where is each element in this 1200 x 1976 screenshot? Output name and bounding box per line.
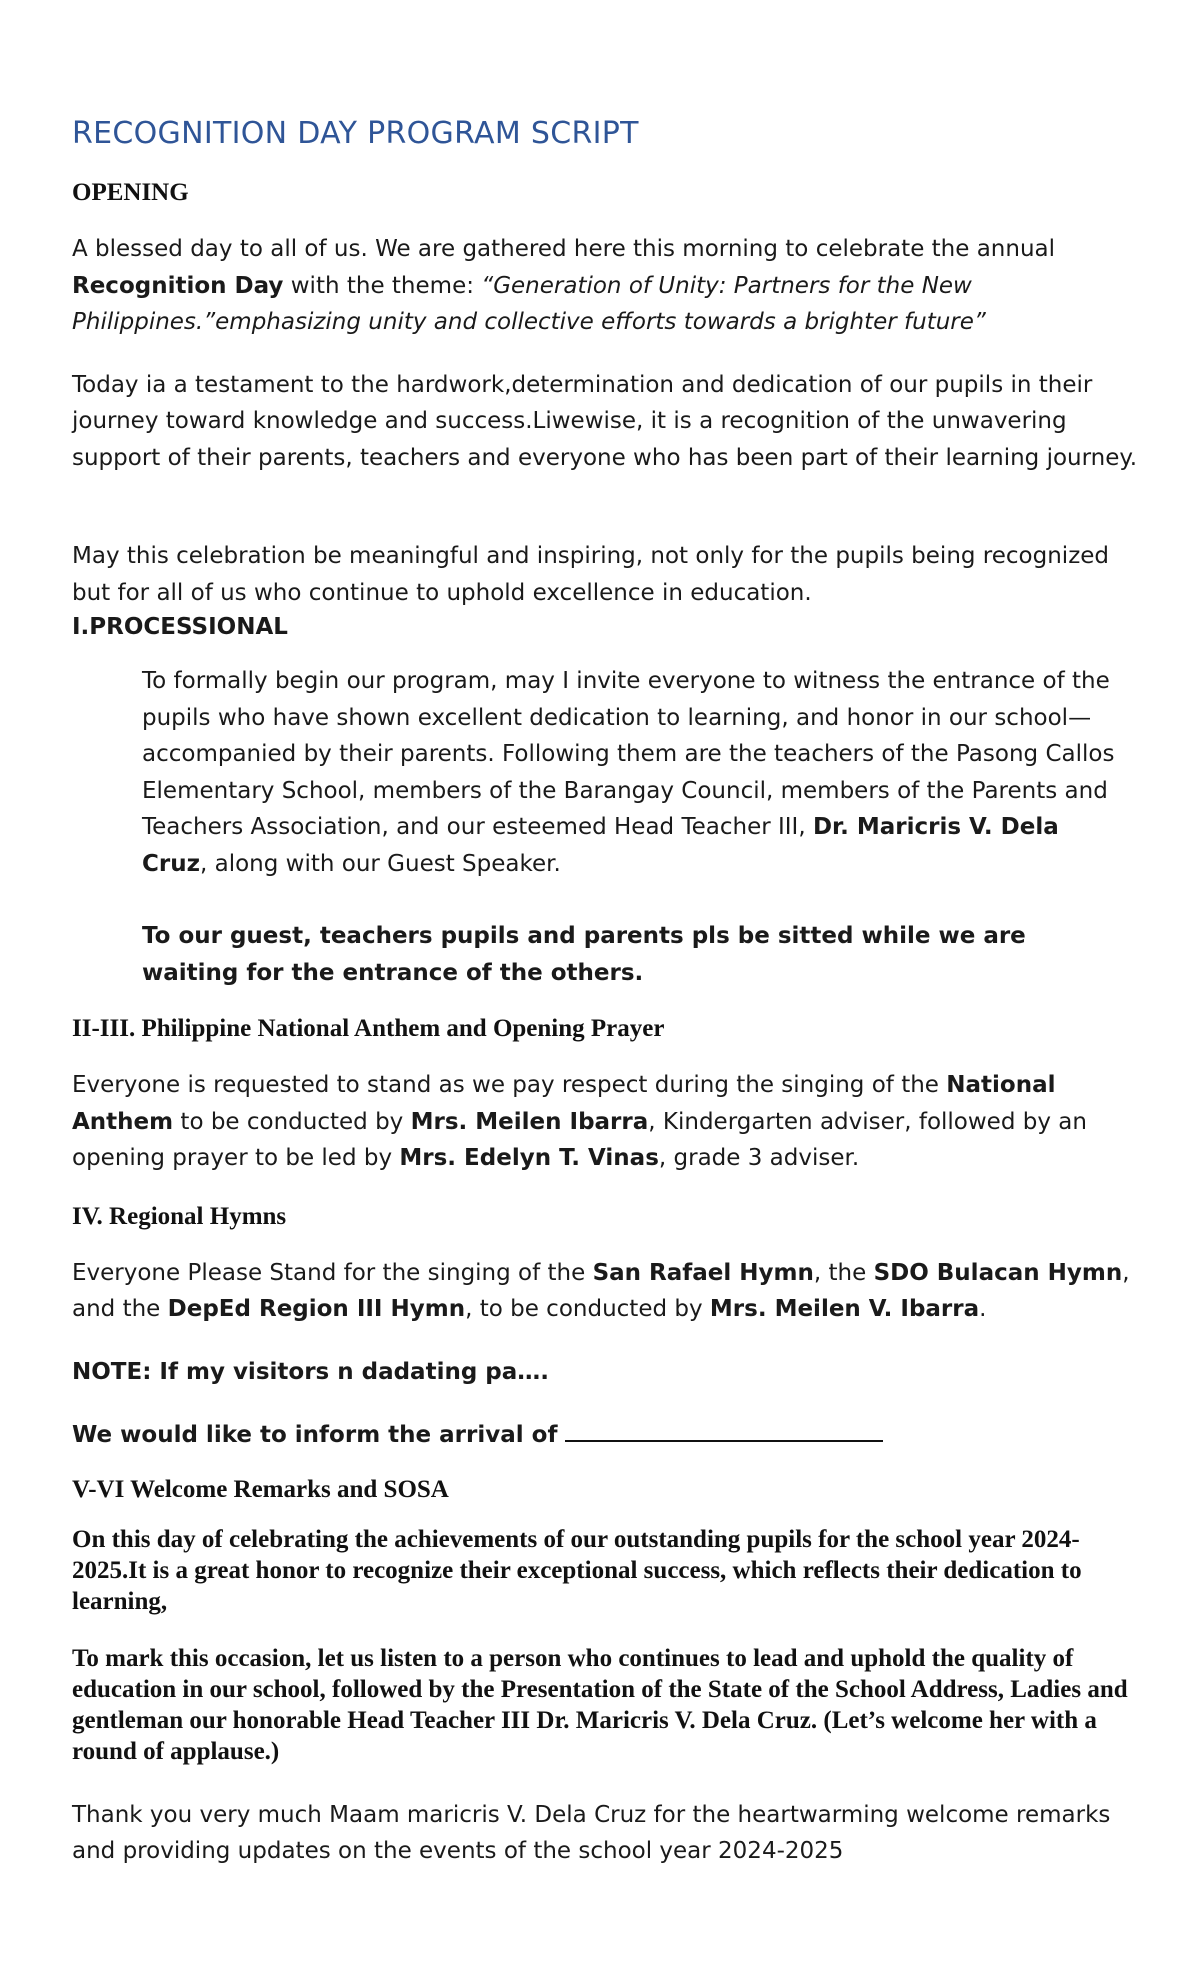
text-run-bold: Recognition Day bbox=[72, 272, 284, 299]
text-run: , to be conducted by bbox=[465, 1296, 710, 1322]
text-run: , grade 3 adviser. bbox=[658, 1145, 860, 1171]
text-run: to be conducted by bbox=[173, 1108, 411, 1135]
text-run-bold: Mrs. Edelyn T. Vinas bbox=[399, 1145, 659, 1171]
fill-in-blank bbox=[565, 1416, 883, 1442]
hymns-paragraph bbox=[72, 1255, 1142, 1328]
visitor-note: NOTE: If my visitors n dadating pa…. bbox=[72, 1358, 550, 1385]
welcome-paragraph-2: To mark this occasion, let us listen to a person who continues to lead and uphold the quality of education in our school, followed by the Presentation of the State of the School Address, Ladies and gentleman our honorable Head Teacher III Dr. Maricris V. Dela Cruz. (Let’s welcome her with a round of applause.) bbox=[72, 1644, 1128, 1765]
opening-heading: OPENING bbox=[72, 179, 189, 206]
text-run: , the bbox=[813, 1259, 874, 1286]
text-run-bold: Mrs. Meilen V. Ibarra bbox=[709, 1296, 980, 1322]
text-run: Everyone Please Stand for the singing of the bbox=[72, 1259, 593, 1286]
processional-heading: I.PROCESSIONAL bbox=[72, 614, 288, 640]
processional-paragraph-1 bbox=[142, 663, 1122, 882]
text-run-bold: DepEd Region III Hymn bbox=[167, 1296, 466, 1322]
document-body bbox=[72, 100, 1142, 1896]
text-run: , Kindergarten adviser, followed by an opening prayer to be led by bbox=[72, 1108, 1087, 1171]
document-title: RECOGNITION DAY PROGRAM SCRIPT bbox=[72, 116, 639, 151]
theme-text: “Generation of Unity: Partners for the New Philippines.”emphasizing unity and collective efforts towards a brighter future” bbox=[72, 272, 986, 335]
text-run: To formally begin our program, may I invite everyone to witness the entrance of the pupils who have shown excellent dedication to learning, and honor in our school—accompanied by their parents. Following them are the teachers of the Pasong Callos Elementary School, members of the Barangay Council, members of the Parents and Teachers Association, and our esteemed Head Teacher III, bbox=[142, 668, 1115, 840]
text-run: . bbox=[979, 1296, 987, 1322]
text-run: , and the bbox=[72, 1259, 1130, 1322]
welcome-paragraph-3: Thank you very much Maam maricris V. Dela Cruz for the heartwarming welcome remarks and providing updates on the events of the school year 2024-2025 bbox=[72, 1801, 1111, 1864]
opening-paragraph-1 bbox=[72, 231, 1142, 341]
text-run-bold: National Anthem bbox=[72, 1072, 1056, 1135]
processional-paragraph-2: To our guest, teachers pupils and parents pls be sitted while we are waiting for the entrance of the others. bbox=[142, 923, 1026, 986]
text-run-bold: Mrs. Meilen Ibarra bbox=[410, 1108, 649, 1135]
anthem-paragraph bbox=[72, 1067, 1142, 1177]
opening-paragraph-3: May this celebration be meaningful and inspiring, not only for the pupils being recognized but for all of us who continue to uphold excellence in education. bbox=[72, 543, 1110, 606]
opening-paragraph-2: Today ia a testament to the hardwork,determination and dedication of our pupils in their journey toward knowledge and success.Liwewise, it is a recognition of the unwavering support of their parents, teachers and everyone who has been part of their learning journey. bbox=[72, 371, 1138, 471]
arrival-line bbox=[72, 1416, 1142, 1454]
text-run: , along with our Guest Speaker. bbox=[199, 850, 561, 877]
welcome-paragraph-1: On this day of celebrating the achievements of our outstanding pupils for the school year 2024-2025.It is a great honor to recognize their exceptional success, which reflects their dedication to learning, bbox=[72, 1525, 1082, 1615]
text-run: We would like to inform the arrival of bbox=[72, 1422, 566, 1448]
blank-line bbox=[72, 882, 1142, 918]
text-run-bold: San Rafael Hymn bbox=[592, 1259, 814, 1286]
text-run: Everyone is requested to stand as we pay respect during the singing of the bbox=[72, 1072, 947, 1098]
text-run-bold: SDO Bulacan Hymn bbox=[873, 1259, 1123, 1286]
head-teacher-name: Dr. Maricris V. Dela Cruz bbox=[142, 814, 1059, 877]
anthem-heading: II-III. Philippine National Anthem and Opening Prayer bbox=[72, 1015, 665, 1042]
text-run: with the theme: bbox=[283, 272, 482, 299]
text-run: A blessed day to all of us. We are gathered here this morning to celebrate the annual bbox=[72, 236, 1056, 262]
hymns-heading: IV. Regional Hymns bbox=[72, 1202, 287, 1230]
welcome-heading: V-VI Welcome Remarks and SOSA bbox=[72, 1475, 449, 1503]
blank-line bbox=[72, 502, 1142, 538]
